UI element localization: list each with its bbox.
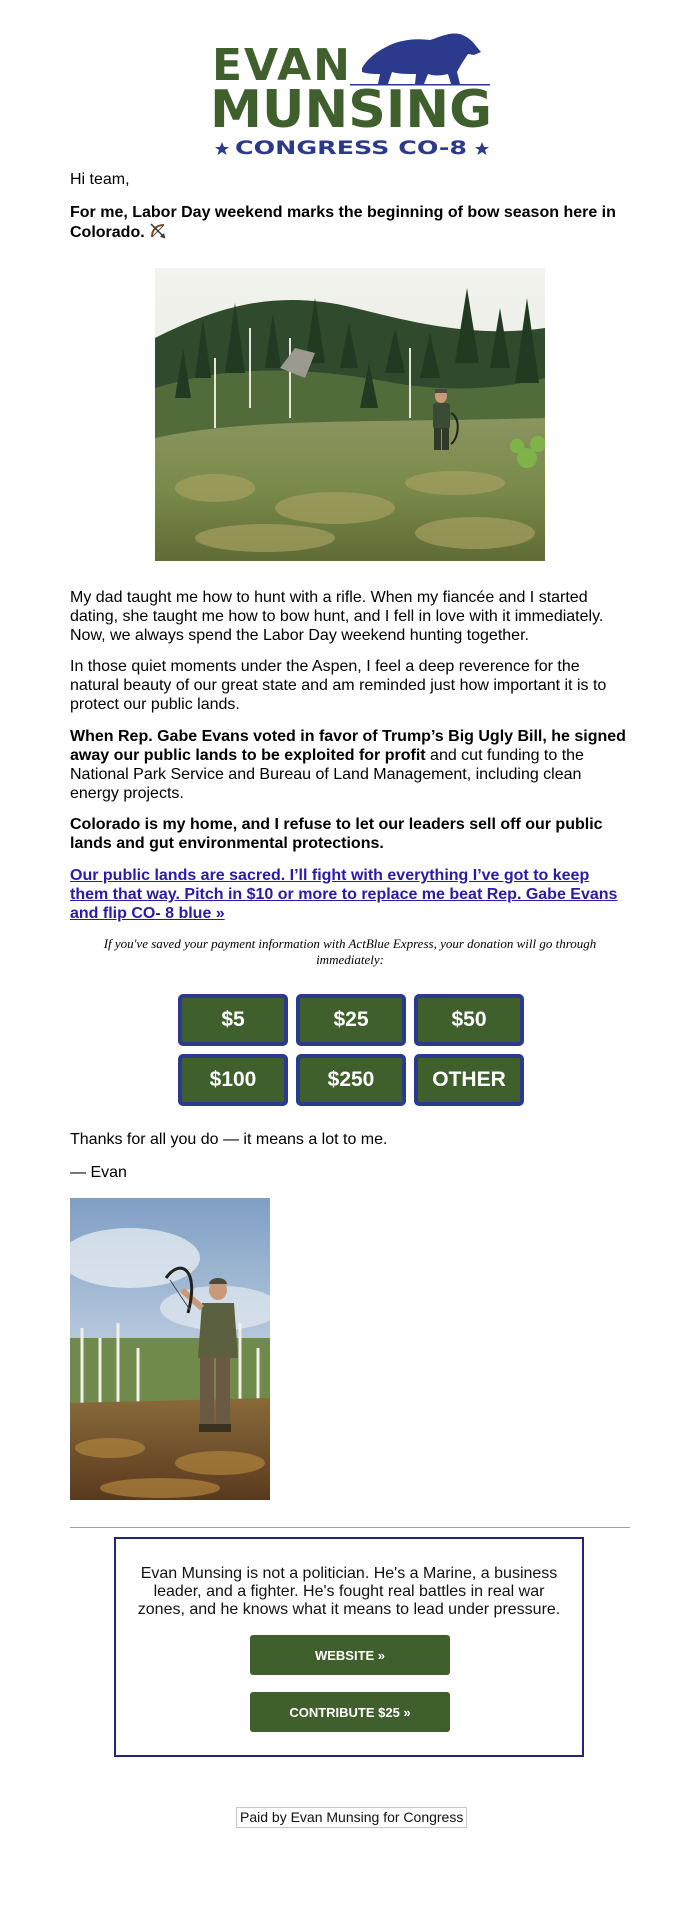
section-divider [70,1527,630,1528]
hunter-with-bow-photo [70,1198,270,1500]
logo-first-name: EVAN [212,40,352,91]
hunting-hillside-photo [155,268,545,561]
donate-5-button[interactable]: $5 [178,994,288,1046]
actblue-express-note: If you've saved your payment information with ActBlue Express, your donation will go through immediately: [103,936,597,967]
paid-by-disclaimer: Paid by Evan Munsing for Congress [236,1807,467,1828]
logo-last-name: MUNSING [210,80,492,140]
vote-rest-text: and cut funding to the National Park Service and Bureau of Land Management, including clean energy projects. [70,747,584,802]
donate-25-button[interactable]: $25 [296,994,406,1046]
donate-50-button[interactable]: $50 [414,994,524,1046]
website-button[interactable]: WEBSITE » [250,1635,450,1675]
contribute-25-button[interactable]: CONTRIBUTE $25 » [250,1692,450,1732]
vote-bold-text: When Rep. Gabe Evans voted in favor of Trump’s Big Ugly Bill, he signed away our public lands to be exploited for profit [70,728,626,764]
intro-text: For me, Labor Day weekend marks the beginning of bow season here in Colorado. [70,204,616,241]
donate-cta-link[interactable]: Our public lands are sacred. I’ll fight with everything I’ve got to keep them that way. Pitch in $10 or more to replace me beat Rep. Gabe Evans and flip CO- 8 blue » [70,867,618,922]
greeting: Hi team, [70,171,130,188]
bow-and-arrow-icon [149,222,167,245]
star-icon [475,142,489,155]
intro-paragraph [70,203,630,245]
donate-other-button[interactable]: OTHER [414,1054,524,1106]
signoff: — Evan [70,1164,127,1181]
bio-box [114,1537,584,1757]
paragraph-gabe-evans-vote [70,727,630,803]
logo-subtitle: CONGRESS CO-8 [235,137,467,158]
bear-icon [350,33,490,85]
donate-100-button[interactable]: $100 [178,1054,288,1106]
bio-text: Evan Munsing is not a politician. He's a Marine, a business leader, and a fighter. He's fought real battles in real war zones, and he knows what it means to lead under pressure. [137,1565,561,1618]
donate-250-button[interactable]: $250 [296,1054,406,1106]
paragraph-colorado-home: Colorado is my home, and I refuse to let our leaders sell off our public lands and gut environmental protections. [70,816,603,852]
campaign-logo [210,18,495,158]
thanks-line: Thanks for all you do — it means a lot to me. [70,1131,388,1148]
star-icon [215,142,229,155]
paragraph-hunting-story: My dad taught me how to hunt with a rifle. When my fiancée and I started dating, she taught me how to bow hunt, and I fell in love with it immediately. Now, we always spend the Labor Day weekend hunting together. [70,589,604,644]
paragraph-public-lands: In those quiet moments under the Aspen, I feel a deep reverence for the natural beauty of our great state and am reminded just how important it is to protect our public lands. [70,658,607,713]
